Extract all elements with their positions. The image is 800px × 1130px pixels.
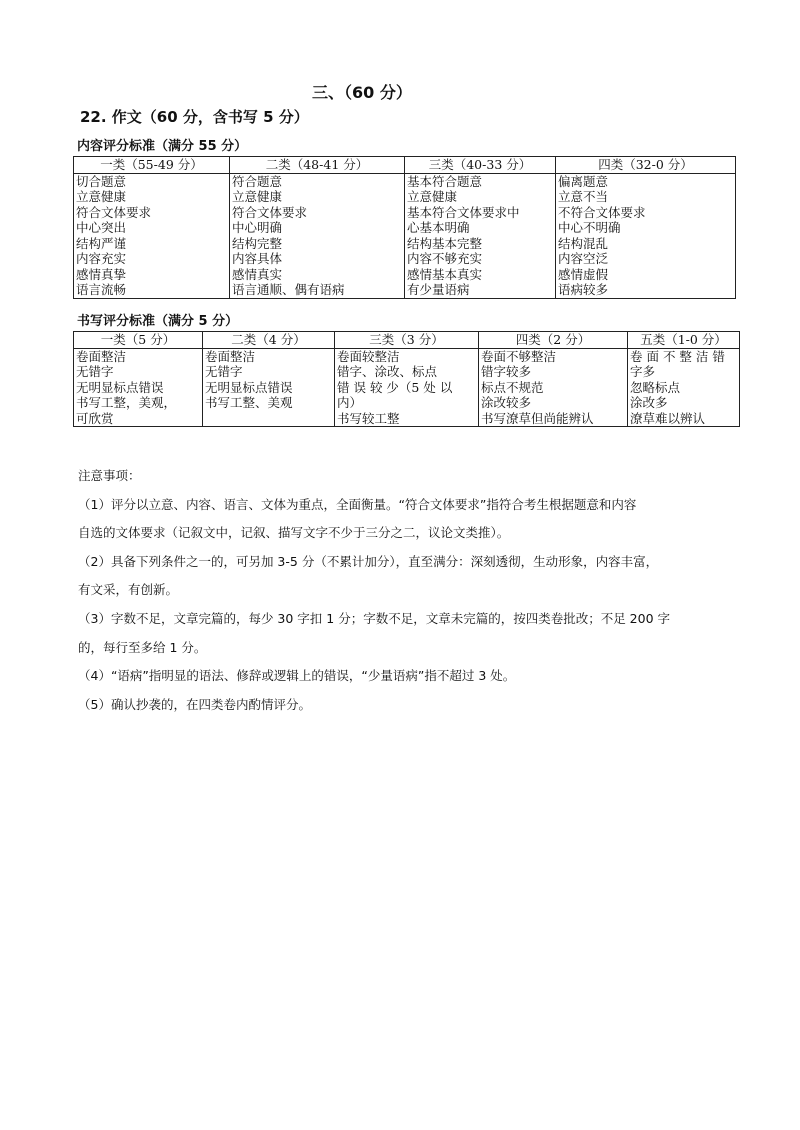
criteria-item: 可欣赏 xyxy=(76,410,114,426)
writing-column-2 xyxy=(203,348,335,427)
criteria-item: 立意健康 xyxy=(232,189,283,204)
criteria-item: 感情真实 xyxy=(232,266,283,282)
criteria-item: 涂改较多 xyxy=(481,395,532,410)
criteria-item: 无错字 xyxy=(205,364,243,379)
criteria-item: 内容具体 xyxy=(232,251,283,266)
content-column-2 xyxy=(230,173,405,298)
criteria-item: 中心不明确 xyxy=(558,220,621,235)
criteria-item: 语言通顺、偶有语病 xyxy=(232,282,345,297)
writing-header-row xyxy=(74,332,740,349)
criteria-item: 有少量语病 xyxy=(407,282,470,297)
criteria-item: 结构完整 xyxy=(232,235,283,251)
criteria-item: 心基本明确 xyxy=(407,220,470,235)
criteria-item: 内容空泛 xyxy=(558,251,609,266)
criteria-item: 错字、涂改、标点 xyxy=(337,364,438,379)
criteria-item: 涂改多 xyxy=(630,395,668,410)
content-column-4 xyxy=(556,173,736,298)
notes-section xyxy=(78,462,728,719)
criteria-item: 卷面整洁 xyxy=(205,348,256,364)
notes-line: 有文采，有创新。 xyxy=(78,582,179,598)
criteria-item: 卷面整洁 xyxy=(76,348,127,364)
writing-column-5 xyxy=(628,348,740,427)
criteria-item: 字多 xyxy=(630,364,656,379)
criteria-item: 符合文体要求 xyxy=(76,204,152,220)
criteria-item: 符合题意 xyxy=(232,173,283,189)
criteria-item: 错字较多 xyxy=(481,364,532,379)
section-title: 三、（60 分） xyxy=(312,83,412,102)
criteria-item: 不符合文体要求 xyxy=(558,204,646,220)
criteria-item: 切合题意 xyxy=(76,173,127,189)
criteria-item: 标点不规范 xyxy=(481,379,544,395)
criteria-item: 感情真挚 xyxy=(76,266,127,282)
criteria-item: 潦草难以辨认 xyxy=(630,410,706,426)
criteria-item: 内容充实 xyxy=(76,251,127,266)
criteria-item: 书写工整、美观 xyxy=(205,395,293,410)
writing-header: 二类（4 分） xyxy=(203,332,335,349)
writing-standard-title: 书写评分标准（满分 5 分） xyxy=(77,314,239,329)
content-header: 一类（55-49 分） xyxy=(74,157,230,174)
criteria-item: 语病较多 xyxy=(558,282,609,297)
content-header: 二类（48-41 分） xyxy=(230,157,405,174)
criteria-item: 无明显标点错误 xyxy=(76,379,164,395)
notes-line: （1）评分以立意、内容、语言、文体为重点，全面衡量。“符合文体要求”指符合考生根据题意和内容 xyxy=(78,496,637,512)
criteria-item: 符合文体要求 xyxy=(232,204,308,220)
criteria-item: 卷 面 不 整 洁 错 xyxy=(630,348,725,364)
criteria-item: 无明显标点错误 xyxy=(205,379,293,395)
criteria-item: 结构混乱 xyxy=(558,235,609,251)
criteria-item xyxy=(205,411,332,427)
criteria-item: 书写较工整 xyxy=(337,410,400,426)
criteria-item: 立意健康 xyxy=(407,189,458,204)
writing-body-row xyxy=(74,348,740,427)
criteria-item: 卷面较整洁 xyxy=(337,348,400,364)
criteria-item: 中心突出 xyxy=(76,220,127,235)
criteria-item: 卷面不够整洁 xyxy=(481,348,557,364)
question-title: 22. 作文（60 分，含书写 5 分） xyxy=(80,108,309,126)
criteria-item: 基本符合题意 xyxy=(407,173,483,189)
writing-header: 五类（1-0 分） xyxy=(628,332,740,349)
criteria-item: 感情基本真实 xyxy=(407,266,483,282)
criteria-item: 结构基本完整 xyxy=(407,235,483,251)
content-standard-title: 内容评分标准（满分 55 分） xyxy=(77,139,248,154)
notes-line: （5）确认抄袭的，在四类卷内酌情评分。 xyxy=(78,696,311,712)
writing-header: 三类（3 分） xyxy=(335,332,479,349)
notes-line: 自选的文体要求（记叙文中，记叙、描写文字不少于三分之二，议论文类推）。 xyxy=(78,525,510,541)
content-header: 三类（40-33 分） xyxy=(405,157,556,174)
criteria-item: 无错字 xyxy=(76,364,114,379)
criteria-item: 内） xyxy=(337,395,363,410)
notes-title: 注意事项： xyxy=(78,468,141,483)
notes-line: （3）字数不足，文章完篇的，每少 30 字扣 1 分；字数不足，文章未完篇的，按四类卷批改；不足 200 字 xyxy=(78,610,671,626)
writing-header: 一类（5 分） xyxy=(74,332,203,349)
notes-line: （2）具备下列条件之一的，可另加 3-5 分（不累计加分），直至满分：深刻透彻，生动形象，内容丰富， xyxy=(78,553,659,569)
writing-standard-table xyxy=(73,331,740,427)
content-standard-table xyxy=(73,156,736,299)
content-header: 四类（32-0 分） xyxy=(556,157,736,174)
content-header-row xyxy=(74,157,736,174)
content-column-3 xyxy=(405,173,556,298)
criteria-item: 偏离题意 xyxy=(558,173,609,189)
criteria-item: 中心明确 xyxy=(232,220,283,235)
criteria-item: 书写工整，美观， xyxy=(76,395,177,410)
criteria-item: 内容不够充实 xyxy=(407,251,483,266)
criteria-item: 基本符合文体要求中 xyxy=(407,204,520,220)
writing-column-4 xyxy=(479,348,628,427)
writing-column-1 xyxy=(74,348,203,427)
criteria-item: 语言流畅 xyxy=(76,282,127,297)
writing-column-3 xyxy=(335,348,479,427)
criteria-item: 立意健康 xyxy=(76,189,127,204)
notes-line: 的，每行至多给 1 分。 xyxy=(78,639,207,655)
notes-line: （4）“语病”指明显的语法、修辞或逻辑上的错误，“少量语病”指不超过 3 处。 xyxy=(78,668,516,684)
content-body-row xyxy=(74,173,736,298)
criteria-item: 立意不当 xyxy=(558,189,609,204)
criteria-item: 结构严谨 xyxy=(76,235,127,251)
criteria-item: 感情虚假 xyxy=(558,266,609,282)
criteria-item: 书写潦草但尚能辨认 xyxy=(481,410,594,426)
writing-header: 四类（2 分） xyxy=(479,332,628,349)
criteria-item: 忽略标点 xyxy=(630,379,681,395)
content-column-1 xyxy=(74,173,230,298)
criteria-item: 错 误 较 少（5 处 以 xyxy=(337,379,453,395)
